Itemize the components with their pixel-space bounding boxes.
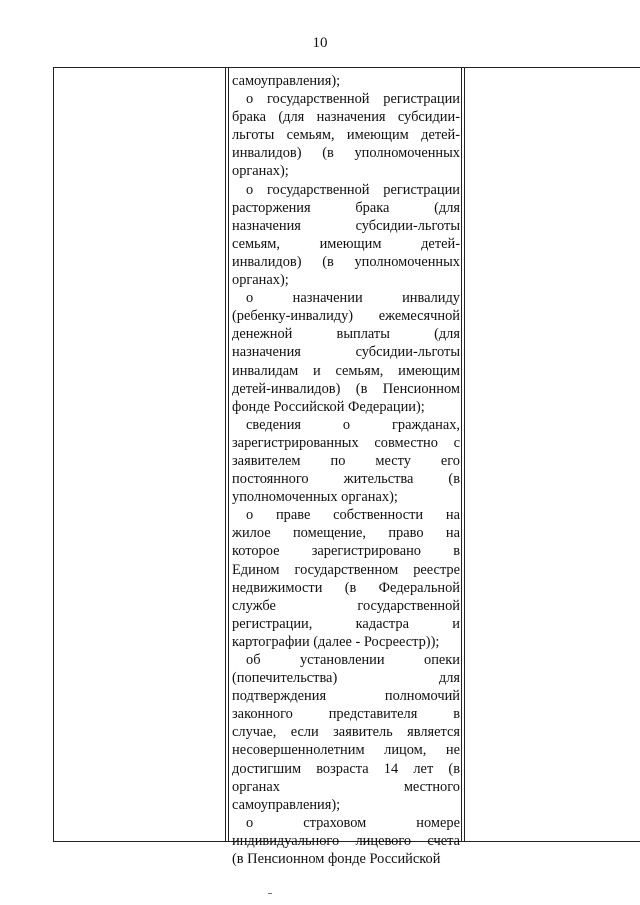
text-line: органах местного [232, 778, 460, 795]
list-item [232, 289, 460, 416]
text-line: (в Пенсионном фонде Российской [232, 851, 441, 868]
text-line: службе государственной [232, 597, 460, 614]
text-line: фонде Российской Федерации); [232, 398, 425, 415]
text-line: заявителем по месту его [232, 452, 460, 469]
table-cell-middle-text [232, 72, 460, 868]
text-line: семьям, имеющим детей- [232, 235, 460, 252]
text-line: о назначении инвалиду [246, 290, 460, 307]
list-item [232, 90, 460, 180]
text-line: инвалидов) (в уполномоченных [232, 145, 460, 162]
text-line: назначения субсидии-льготы [232, 217, 460, 234]
document-table [53, 67, 640, 868]
text-line: органах); [232, 163, 289, 180]
text-line: несовершеннолетним лицом, не [232, 742, 460, 759]
text-line: льготы семьям, имеющим детей- [232, 127, 460, 144]
text-line: сведения о гражданах, [246, 416, 460, 433]
column-divider [225, 68, 226, 841]
text-line: денежной выплаты (для [232, 326, 460, 343]
text-line: недвижимости (в Федеральной [232, 579, 460, 596]
text-line: зарегистрированных совместно с [232, 434, 460, 451]
text-line: подтверждения полномочий [232, 688, 460, 705]
column-divider [461, 68, 462, 841]
text-line: инвалидов) (в уполномоченных [232, 253, 460, 270]
list-item [232, 72, 460, 90]
list-item [232, 651, 460, 814]
text-line: об установлении опеки [246, 652, 460, 668]
page-number: 10 [312, 35, 328, 51]
text-line: о праве собственности на [246, 507, 460, 524]
table-cell-left-empty [54, 68, 225, 841]
text-line: о страховом номере [246, 814, 460, 831]
text-line: о государственной регистрации [246, 181, 460, 198]
text-line: о государственной регистрации [246, 91, 460, 108]
text-line: жилое помещение, право на [232, 525, 460, 542]
text-line: самоуправления); [232, 73, 341, 89]
text-line: инвалидам и семьям, имеющим [232, 362, 460, 379]
list-item [232, 416, 460, 506]
text-line: назначения субсидии-льготы [232, 344, 460, 361]
text-line: достигшим возраста 14 лет (в [232, 760, 460, 777]
text-line: брака (для назначения субсидии- [232, 109, 460, 126]
text-line: картографии (далее - Росреестр)); [232, 633, 440, 650]
text-line: детей-инвалидов) (в Пенсионном [232, 380, 460, 397]
text-line: уполномоченных органах); [232, 489, 398, 506]
text-line: случае, если заявитель является [232, 724, 460, 741]
text-line: законного представителя в [232, 706, 460, 723]
text-line: (ребенку-инвалиду) ежемесячной [232, 308, 460, 325]
text-line: расторжения брака (для [232, 199, 460, 216]
list-item [232, 181, 460, 290]
table-cell-right-empty [465, 68, 640, 841]
text-line: которое зарегистрировано в [232, 543, 460, 560]
text-line: регистрации, кадастра и [232, 615, 460, 632]
text-line: индивидуального лицевого счета [232, 832, 460, 849]
text-line: Едином государственном реестре [232, 561, 460, 578]
scan-speck [268, 893, 272, 894]
list-item [232, 506, 460, 651]
text-line: органах); [232, 272, 289, 289]
column-divider [228, 68, 229, 841]
list-item [232, 814, 460, 868]
text-line: самоуправления); [232, 796, 341, 813]
text-line: постоянного жительства (в [232, 471, 460, 488]
text-line: (попечительства) для [232, 670, 460, 687]
